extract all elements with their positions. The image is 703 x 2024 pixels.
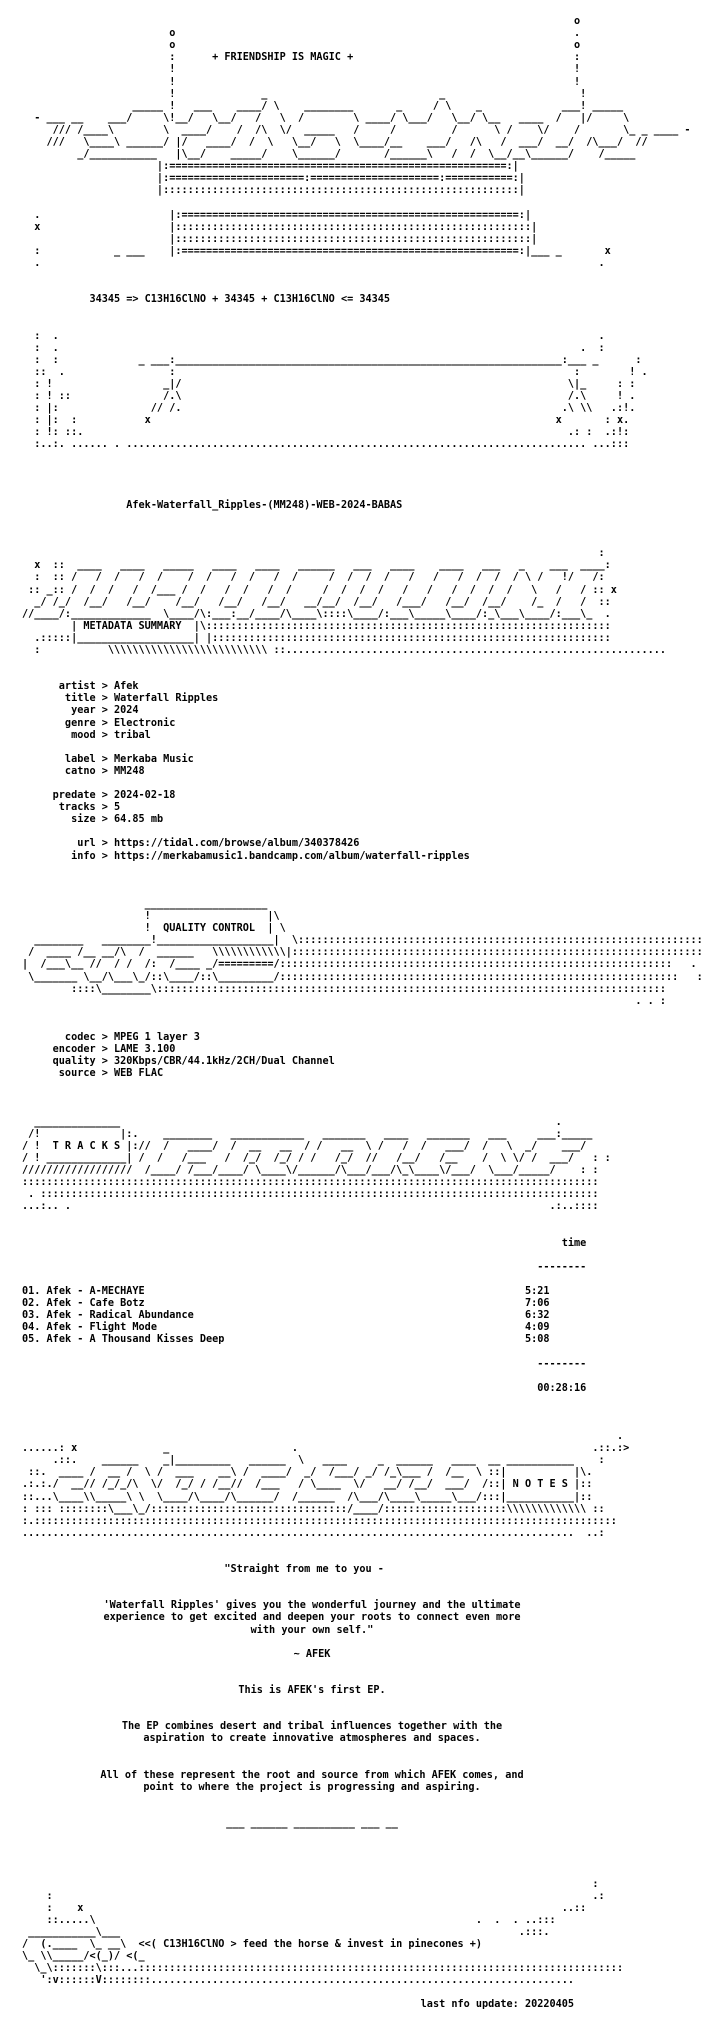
track-title: Afek - Cafe Botz (46, 1298, 145, 1310)
year-value: 2024 (114, 705, 139, 717)
release-name: Afek-Waterfall_Ripples-(MM248)-WEB-2024-BABAS (126, 499, 403, 511)
notes-divider: ___ ______ __________ ___ __ (226, 1818, 398, 1830)
track-number: 04. (22, 1322, 41, 1334)
track-time: 5:21 (524, 1285, 550, 1297)
track-title: Afek - Flight Mode (46, 1322, 157, 1334)
list-item (22, 1298, 550, 1309)
notes-quote-body: 'Waterfall Ripples' gives you the wonderful journey and the ultimate experience to get excited and deepen your roots to connect even more with your own self." (103, 1600, 521, 1636)
time-header-rule: -------- (22, 1261, 587, 1273)
tracks-banner: ______________ . /! |:. ________ ____________ _______ ____ _______ ___ ___:_____ / ! T R A C K S |:// / ____/ / __ __ / / __ \ / / / ___/ / \ _/ ___/ / ! _____________| / / /___ / /_/ /_/ / / /_/ // /__/ /__ / \ \/ / ___/ : : ////////////////// /____/ /___/____/ \____\/______/\___/___/\_\____\/___/ \___/_____/ : : :::::::::::::::::::::::::::::::::::::::::::::::::::::::::::::::::::::::::::::::::::::::::::::: . ::::::::::::::::::::::::::::::::::::::::::::::::::::::::::::::::::::::::::::::::::::::::::: ...:.. . .:..:::: (22, 1116, 611, 1213)
track-time: 5:08 (524, 1334, 550, 1346)
time-column-header: time (561, 1237, 587, 1249)
track-number: 05. (22, 1334, 41, 1346)
mood-value: tribal (114, 729, 151, 741)
track-time: 6:32 (524, 1310, 550, 1322)
total-time: 00:28:16 (537, 1382, 587, 1394)
source-value: WEB FLAC (114, 1068, 164, 1080)
total-rule: -------- (22, 1358, 587, 1370)
url-value: https://tidal.com/browse/album/340378426 (114, 838, 360, 850)
list-item (22, 1322, 550, 1333)
catno-value: MM248 (114, 765, 145, 777)
track-title: Afek - A Thousand Kisses Deep (46, 1334, 225, 1346)
track-title: Afek - Radical Abundance (46, 1310, 194, 1322)
last-update-label: last nfo update: (420, 1999, 519, 2011)
list-item (22, 1286, 550, 1297)
list-item (22, 1334, 550, 1345)
last-update-value: 20220405 (524, 1999, 575, 2011)
footer-ascii-art: : : .: : x ..:: ::.....\ . . . ..::: ___________\___ .:::. / (.____ \_ __\ <<( C13H16ClNO > feed the horse & invest in pinecones +) \_ \\_____/<(_)/ <(_ \_\:::::::\:::...::::::::::::::::::::::::::::::::::::::::::::::::::::::::::::::::::::::::::::::: ':v::::::V::::::::..................................................................... (22, 1878, 624, 1987)
track-time: 7:06 (524, 1298, 550, 1310)
quality-banner: ____________________ ! |\ ! QUALITY CONTROL | \ ________ ________!___________________| \:::::::::::::::::::::::::::::::::::::::::::::::::::::::::::::::::: / ____ /__ __/\ / ______ \\\\\\\\\\\\|::::::::::::::::::::::::::::::::::::::::::::::::::::::::::::::::::: | /___\__ // / / /: /____ _/=========/:::::::::::::::::::::::::::::::::::::::::::::::::::::::::::::::: . \_______ \__/\___\_/::\____/::\_________/::::::::::::::::::::::::::::::::::::::::::::::::::::::::::::::::: : ::::\________\::::::::::::::::::::::::::::::::::::::::::::::::::::::::::::::::::::::::::::::::::: . . : (22, 898, 703, 1007)
quality-value: 320Kbps/CBR/44.1kHz/2CH/Dual Channel (114, 1056, 335, 1068)
size-value: 64.85 mb (114, 814, 164, 826)
header-ascii-art: o o . o o : + FRIENDSHIP IS MAGIC + : ! ! ! ! ! _ _ ! _____ ! ___ ____/ \ ________ _ / \ _ ___! _____ - ___ __ ___/ \!__/ \__/ / \ / \ ____/ \___/ \__/ \__ ____ / |/ \ /// /____\ \ ____/ / /\ \/ _____ / / / \ / \/ / \_ _ ____ - /// \____\ ______/ |/ ____/ / \ \__/ \ \____/__ ___/ /\ / ___/ __/ /\___/ // _/___________ |\__/ _____/ \______/ /______\ / / \__/__\______/ /_____ |:=======================================================:| |:======================:=====================:===========:| |::::::::::::::::::::::::::::::::::::::::::::::::::::::::::| (34, 16, 691, 197)
encoder-value: LAME 3.100 (114, 1044, 176, 1056)
track-title: Afek - A-MECHAYE (46, 1285, 145, 1297)
track-number: 03. (22, 1310, 41, 1322)
nfo-document (22, 4, 703, 2011)
artist-value: Afek (114, 681, 139, 693)
tracks-count-value: 5 (114, 802, 121, 814)
notes-quote-open: "Straight from me to you - (224, 1564, 384, 1576)
info-value: https://merkabamusic1.bandcamp.com/album/waterfall-ripples (114, 850, 470, 862)
predate-value: 2024-02-18 (114, 790, 176, 802)
tracklist (22, 1286, 642, 1346)
notes-line-influences: The EP combines desert and tribal influences together with the aspiration to create innovative atmospheres and spaces. (121, 1721, 503, 1745)
notes-signature: ~ AFEK (293, 1648, 331, 1660)
track-number: 02. (22, 1298, 41, 1310)
metadata-section: artist > Afek title > Waterfall Ripples year > 2024 genre > Electronic mood > tribal label > Merkaba Music catno > MM248 predate > 2024-02-18 tracks > 5 size > 64.85 mb url > https://tidal.com/browse/album/340378426 info > https://merkabamusic1.bandcamp.com/album/waterfall-ripples (22, 681, 470, 862)
header-ascii-art-middle: . |:=======================================================:| x |::::::::::::::::::::::::::::::::::::::::::::::::::::::::::| |::::::::::::::::::::::::::::::::::::::::::::::::::::::::::| : _ ___ |:=======================================================:|___ _ x . . (34, 209, 611, 269)
title-value: Waterfall Ripples (114, 693, 219, 705)
formula-line: 34345 => C13H16ClNO + 34345 + C13H16ClNO <= 34345 (89, 294, 391, 306)
quality-section: codec > MPEG 1 layer 3 encoder > LAME 3.100 quality > 320Kbps/CBR/44.1kHz/2CH/Dual Channel source > WEB FLAC (22, 1031, 335, 1080)
list-item (22, 1310, 550, 1321)
track-time: 4:09 (524, 1322, 550, 1334)
track-number: 01. (22, 1285, 41, 1297)
header-ascii-art-lower: : . . : . . : : : _ ___:_______________________________________________________________:___ _ : :: . : : ! . : ! _|/ \|_ : : : ! :: /.\ /.\ ! . : |: // /. .\ \\ .:!. : |: : x x : x. : !: ::. .: : .:!: :..:. ...... . ........................................................................... ...::: (34, 330, 648, 451)
notes-line-first-ep: This is AFEK's first EP. (238, 1685, 386, 1697)
notes-banner: . ......: x _ . .::.:> .::. ______ _|_________ ______ \ ____ _ ______ ____ __ ___________ : ::. ____ / __ / \ / ___ __\ / ____/ _/ /___/ _/ /_\___ / /__ \ ::| |\. .:.:./ __// /_/_/\ \/ /_/ / /__// /___ / \____ \/ __/ /__/ ___/ /::| N O T E S |:: ::...\____\\_____\ \ \____/\____/\______/ /______ /\___/\____\_____\___/:::|___________|:: : ::: ::::::::\___\_/::::::::::::::::::::::::::::::::/____/::::::::::::::::::::\\\\\\\\\\\\\ :: :.::::::::::::::::::::::::::::::::::::::::::::::::::::::::::::::::::::::::::::::::::::::::::::::: .......................................................................................... ..: (22, 1431, 630, 1539)
notes-line-root: All of these represent the root and source from which AFEK comes, and point to where the project is progressing and aspiring. (100, 1769, 524, 1793)
label-value: Merkaba Music (114, 753, 194, 765)
genre-value: Electronic (114, 717, 176, 729)
metadata-banner: : x :: ____ ____ _____ ____ ____ ______ ___ ____ ____ ___ _ ___ ____: : :: / / / / / / / / / / / / / / / / / / / / / \ / !/ /: :: _:: / / / / /___ / / / / / / / / / / / / / / / / \ / / :: x _/ /_/ /__/ /__/ /__/ /__/ /__/ __/__/ /__/ /___/ /__/ /__/ /_ / / :: //____/:_____________ \____/\:___:__/____/\____\::::\____/:___\_____\____/:_\___\____/:___\_ . | METADATA SUMMARY |\:::::::::::::::::::::::::::::::::::::::::::::::::::::::::::::::::: .:::::|___________________| |::::::::::::::::::::::::::::::::::::::::::::::::::::::::::::::::: : \\\\\\\\\\\\\\\\\\\\\\\\\\ ::.............................................................. (22, 548, 667, 656)
codec-value: MPEG 1 layer 3 (114, 1031, 200, 1043)
